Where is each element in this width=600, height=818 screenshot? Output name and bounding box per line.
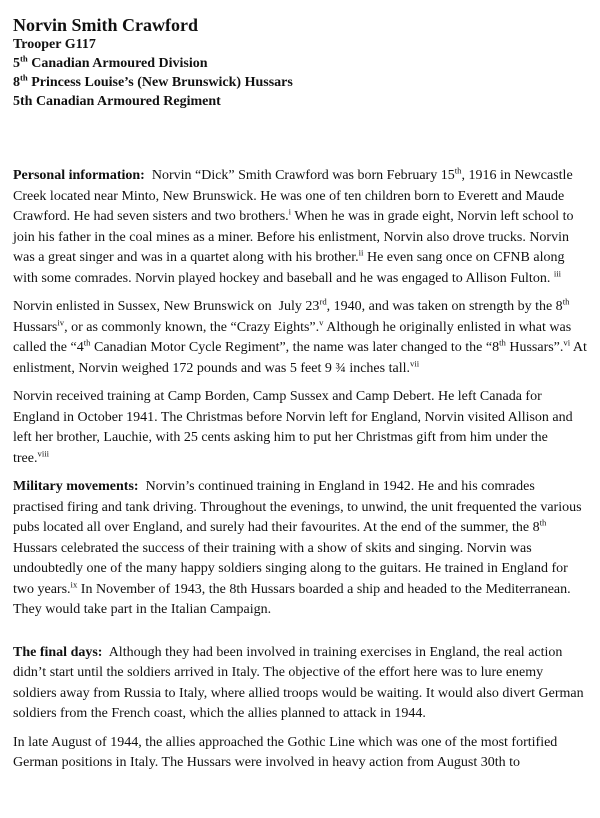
page-title: Norvin Smith Crawford <box>13 15 198 35</box>
text-run: Norvin received training at Camp Borden, Camp Sussex and Camp Debert. He left Canada for England in October 1941. The Christmas before Norvin left for England, Norvin visited Allison and left her brother, Lauchie, with 25 cents asking him to put her Christmas gift from him under the tree. <box>13 389 577 466</box>
footnote-superscript: rd <box>319 296 327 307</box>
footnote-superscript: ii <box>358 247 364 258</box>
paragraph-personal-information <box>13 166 587 289</box>
text-run: When he was in grade eight, Norvin left school to join his father in the coal mines as a miner. Before his enlistment, Norvin also drove trucks. Norvin was a great singer and was in a quartet along with his brother. <box>13 209 577 265</box>
text-run: 5th Canadian Armoured Regiment <box>13 94 221 109</box>
footnote-superscript: th <box>454 165 462 176</box>
text-run: Norvin’s continued training in England in 1942. He and his comrades practised firing and tank driving. Throughout the evenings, to unwind, the unit frequented the various pubs located all over England, and surely had their favourites. At the end of the summer, the 8 <box>13 479 586 535</box>
section-label: Military movements: <box>13 479 139 494</box>
text-run: Although he originally enlisted in what was called the “4 <box>13 319 575 355</box>
paragraph-military-movements <box>13 477 587 621</box>
footnote-superscript: iv <box>57 316 65 327</box>
header-line-division <box>13 54 587 73</box>
header-line-rank <box>13 35 587 54</box>
paragraph-enlistment <box>13 296 591 379</box>
footnote-superscript: th <box>539 517 547 528</box>
text-run: , 1916 in Newcastle Creek located near Minto, New Brunswick. He was one of ten children born to Everett and Maude Crawford. He had seven sisters and two brothers. <box>13 168 577 224</box>
text-run: Trooper G117 <box>13 37 96 52</box>
text-run: Canadian Armoured Division <box>27 56 208 71</box>
paragraph-training <box>13 387 587 469</box>
text-run: In November of 1943, the 8th Hussars boarded a ship and headed to the Mediterranean. They would take part in the Italian Campaign. <box>13 581 574 617</box>
section-label: Personal information: <box>13 168 145 183</box>
text-run: Norvin enlisted in Sussex, New Brunswick on July 23 <box>13 299 320 314</box>
header-line-regiment <box>13 92 587 111</box>
text-run: Hussars <box>13 299 573 335</box>
text-run: Hussars celebrated the success of their training with a show of skits and singing. Norvin was undoubtedly one of the many happy soldiers singing along to the guitars. He trained in England for two years. <box>13 520 572 597</box>
text-run: He even sang once on CFNB along with some comrades. Norvin played hockey and baseball and he was engaged to Allison Fulton. <box>13 250 568 286</box>
document-body <box>13 165 591 774</box>
header-line-hussars <box>13 73 587 92</box>
footnote-superscript: th <box>562 296 570 307</box>
footnote-superscript: v <box>319 316 324 327</box>
footnote-superscript: th <box>20 53 28 64</box>
text-run: Although they had been involved in training exercises in England, the real action didn’t start until the soldiers arrived in Italy. The objective of the effort here was to lure enemy soldiers away from Russia to Italy, where allied troops would be waiting. It would also divert German soldiers from the French coast, which the allies planned to attack in 1944. <box>13 644 588 721</box>
text-run: Norvin “Dick” Smith Crawford was born February 15 <box>144 168 455 183</box>
footnote-superscript: viii <box>37 447 50 458</box>
footnote-superscript: ix <box>70 578 78 589</box>
paragraph-final-days <box>13 643 587 725</box>
text-run: At enlistment, Norvin weighed 172 pounds and was 5 feet 9 ¾ inches tall. <box>13 340 591 376</box>
text-run: , or as commonly known, the “Crazy Eights”. <box>64 319 320 335</box>
footnote-superscript: th <box>83 337 91 348</box>
text-run: 5 <box>13 56 20 71</box>
footnote-superscript: vii <box>409 357 420 368</box>
document-header <box>13 15 587 111</box>
paragraph-gothic-line <box>13 733 587 774</box>
text-run: Princess Louise’s (New Brunswick) Hussars <box>27 75 293 90</box>
text-run: 8 <box>13 75 20 90</box>
section-label: The final days: <box>13 644 103 660</box>
text-run: , 1940, and was taken on strength by the 8 <box>326 299 563 314</box>
footnote-superscript: iii <box>553 267 562 278</box>
text-run: Hussars”. <box>505 340 564 355</box>
text-run: Canadian Motor Cycle Regiment”, the name was later changed to the “8 <box>90 340 500 355</box>
footnote-superscript: i <box>288 206 292 217</box>
footnote-superscript: vi <box>563 337 571 348</box>
text-run: In late August of 1944, the allies approached the Gothic Line which was one of the most fortified German positions in Italy. The Hussars were involved in heavy action from August 30th to <box>13 734 561 770</box>
footnote-superscript: th <box>499 337 506 348</box>
footnote-superscript: th <box>20 72 28 83</box>
